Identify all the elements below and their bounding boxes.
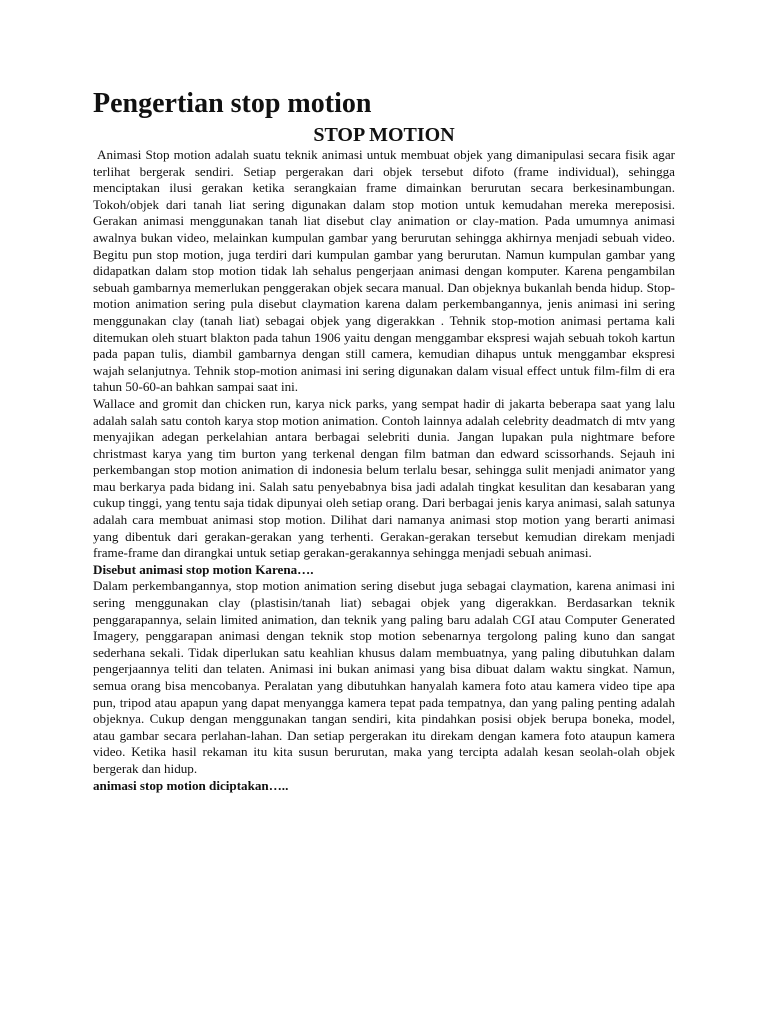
section-heading: animasi stop motion diciptakan….. bbox=[93, 777, 289, 793]
page-title: Pengertian stop motion bbox=[93, 88, 372, 119]
document-body bbox=[93, 147, 675, 794]
section-heading: Disebut animasi stop motion Karena…. bbox=[93, 561, 314, 577]
paragraph: Dalam perkembangannya, stop motion animation sering disebut juga sebagai claymation, karena animasi ini sering menggunakan clay (plastisin/tanah liat) sebagai objek yang digerakkan. Berdasarkan teknik penggarapannya, selain limited animation, dan teknik yang paling baru adalah CGI atau Computer Generated Imagery, penggarapan animasi dengan teknik stop motion sebenarnya tergolong paling kuno dan sangat sederhana sekali. Tidak diperlukan satu keahlian khusus dalam membuatnya, yang paling dibutuhkan dalam pengerjaannya teliti dan telaten. Animasi ini bukan animasi yang bisa dibuat dalam waktu singkat. Namun, semua orang bisa mencobanya. Peralatan yang dibutuhkan hanyalah kamera foto atau kamera video tipe apa pun, tripod atau apapun yang dapat menyangga kamera tepat pada tempatnya, dan yang paling penting adalah objeknya. Cukup dengan menggunakan tangan sendiri, kita pindahkan posisi objek berupa boneka, model, atau gambar secara perlahan-lahan. Dan setiap pergerakan itu direkam dengan kamera foto ataupun kamera video. Ketika hasil rekaman itu kita susun berurutan, maka yang tercipta adalah kesan seolah-olah objek bergerak dan hidup. bbox=[93, 578, 675, 776]
paragraph: Wallace and gromit dan chicken run, karya nick parks, yang sempat hadir di jakarta beberapa saat yang lalu adalah salah satu contoh karya stop motion animation. Contoh lainnya adalah celebrity deadmatch di mtv yang menyajikan adegan perkelahian antara berbagai selebriti dunia. Jangan lupakan pula nightmare before christmast karya yang tim burton yang terkenal dengan film batman dan edward scissorhands. Sejauh ini perkembangan stop motion animation di indonesia belum terlalu besar, sehingga sulit menjadi animator yang mau berkarya pada bidang ini. Salah satu penyebabnya bisa jadi adalah tingkat kesulitan dan kesabaran yang cukup tinggi, yang tentu saja tidak dipunyai oleh setiap orang. Dari berbagai jenis karya animasi, salah satunya adalah cara membuat animasi stop motion. Dilihat dari namanya animasi stop motion yang berarti animasi yang dibentuk dari gerakan-gerakan yang terhenti. Gerakan-gerakan tersebut kemudian direkam menjadi frame-frame dan dirangkai untuk setiap gerakan-gerakannya sehingga menjadi sebuah animasi. bbox=[93, 395, 675, 561]
section-title: STOP MOTION bbox=[313, 124, 455, 146]
paragraph: Animasi Stop motion adalah suatu teknik animasi untuk membuat objek yang dimanipulasi secara fisik agar terlihat bergerak sendiri. Setiap pergerakan dari objek tersebut difoto (frame individual), sehingga menciptakan ilusi gerakan ketika serangkaian frame dimainkan berurutan secara berkesinambungan. Tokoh/objek dari tanah liat sering digunakan dalam stop motion untuk kemudahan mereka mereposisi. Gerakan animasi menggunakan tanah liat disebut clay animation or clay-mation. Pada umumnya animasi awalnya bukan video, melainkan kumpulan gambar yang berurutan sehingga akhirnya menjadi sebuah video. Begitu pun stop motion, juga terdiri dari kumpulan gambar yang berurutan. Namun kumpulan gambar yang didapatkan dalam stop motion tidak lah sehalus pengerjaan animasi dengan komputer. Karena pengambilan sebuah gambarnya memerlukan penggerakan objek secara manual. Dan objeknya bukanlah benda hidup. Stop-motion animation sering pula disebut claymation karena dalam perkembangannya, jenis animasi ini sering menggunakan clay (tanah liat) sebagai objek yang digerakkan . Tehnik stop-motion animasi pertama kali ditemukan oleh stuart blakton pada tahun 1906 yaitu dengan menggambar ekspresi wajah sebuah tokoh kartun pada papan tulis, diambil gambarnya dengan still camera, kemudian dihapus untuk menggambar ekspresi wajah selanjutnya. Tehnik stop-motion animasi ini sering digunakan dalam visual effect untuk film-film di era tahun 50-60-an bahkan sampai saat ini. bbox=[93, 147, 675, 395]
